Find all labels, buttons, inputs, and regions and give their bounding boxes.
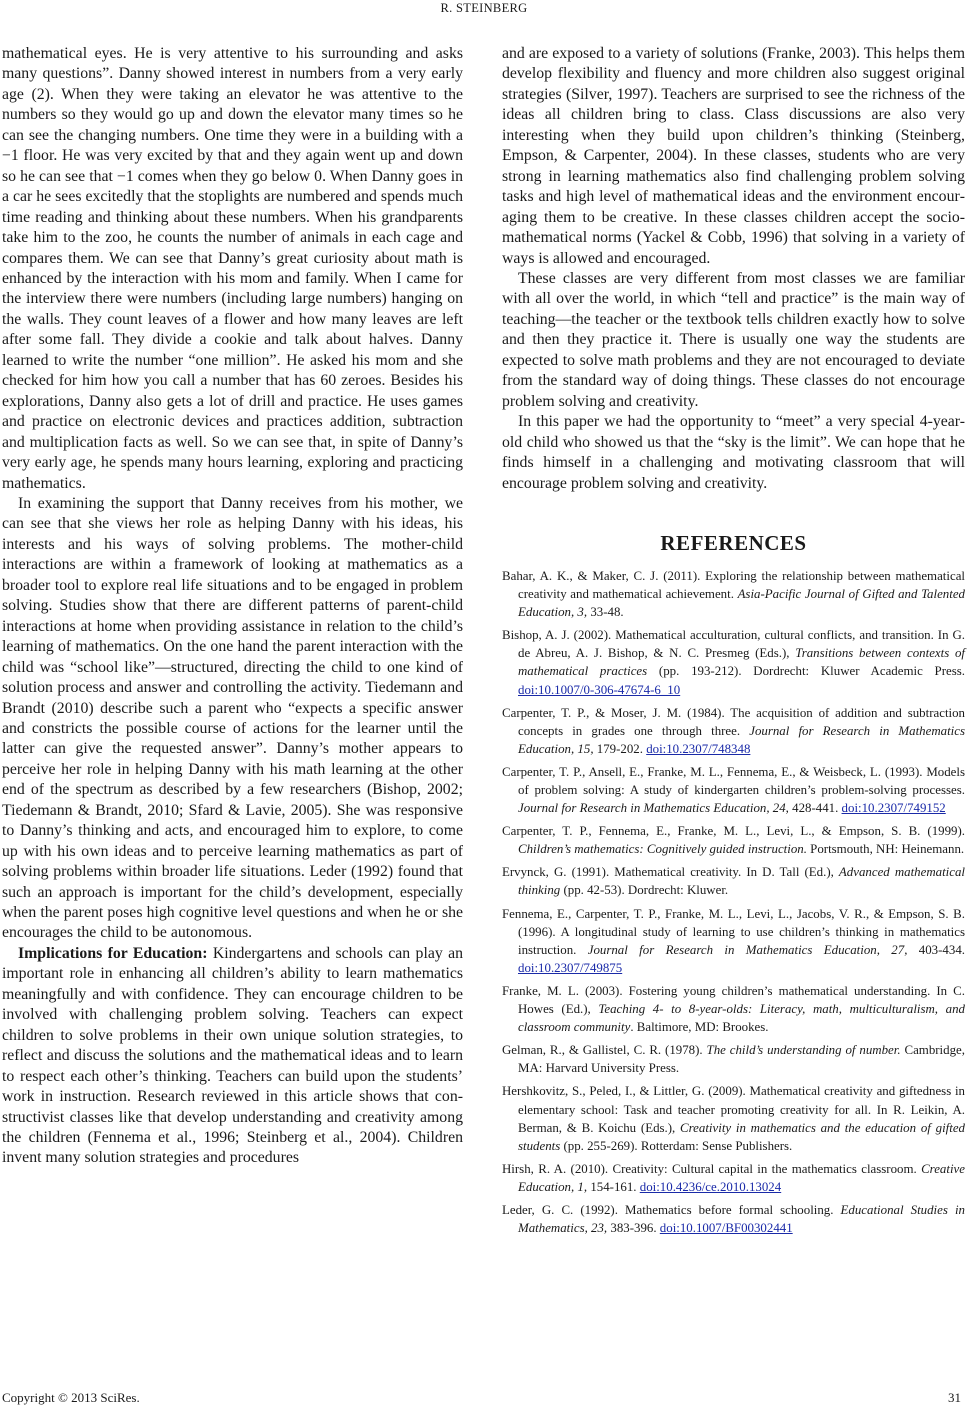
reference-text: Ervynck, G. (1991). Mathematical creativity. In D. Tall (Ed.), bbox=[502, 865, 839, 880]
reference-text: Hershkovitz, S., Peled, I., & Littler, G. (2009). Mathematical creativity and giftedness in elementary school: Task and teacher promoting creativity for all. In R. Leikin, A. Berman, & B. Koichu (Eds.), bbox=[502, 1084, 965, 1135]
reference-text: Leder, G. C. (1992). Mathematics before formal schooling. bbox=[502, 1202, 841, 1217]
reference-entry bbox=[502, 626, 965, 698]
reference-entry bbox=[502, 905, 965, 977]
reference-text: 179-202. bbox=[593, 741, 647, 756]
reference-text: Bishop, A. J. (2002). Mathematical acculturation, cultural conflicts, and transition. In G. de Abreu, A. J. Bishop, & N. C. Presmeg (Eds.), bbox=[502, 628, 965, 661]
reference-text: Carpenter, T. P., Fennema, E., Franke, M. L., Levi, L., & Empson, S. B. (1999). bbox=[502, 824, 965, 839]
implications-text: Kindergartens and schools can play an important role in enhancing all children’s ability to learn mathematics meaningfully and with confidence. They can encourage children to be involved with challenging problem solving. Teachers can expect children to solve problems in their own unique solution strategies, to reflect and discuss the solutions and the mathematical ideas and to learn to respect each other’s thinking. Teachers can build upon the students’ work in instruction. Research reviewed in this article shows that constructivist classes like that develop understanding and creativity among the children (Fennema et al., 1996; Steinberg et al., 2004). Children invent many solution strategies and procedures bbox=[2, 944, 464, 1167]
reference-venue: Advanced mathematical thinking bbox=[518, 865, 965, 898]
reference-text: 33-48. bbox=[587, 605, 624, 620]
reference-entry bbox=[502, 863, 965, 899]
reference-text: Hirsh, R. A. (2010). Creativity: Cultural capital in the mathematics classroom. bbox=[502, 1161, 922, 1176]
body-paragraph: These classes are very different from most classes we are familiar with all over the world, in which “tell and practice” is the main way of teaching—the teacher or the textbook tells children exactly how to solve and then they practice it. There is usually one way the students are expected to solve math problems and they are not encouraged to deviate from the standard way of doing things. These classes do not encourage problem solving and creativity. bbox=[502, 269, 965, 410]
doi-link[interactable]: doi:10.4236/ce.2010.13024 bbox=[639, 1179, 782, 1194]
reference-entry bbox=[502, 1082, 965, 1154]
reference-text: 383-396. bbox=[607, 1221, 660, 1236]
doi-link[interactable]: doi:10.2307/749152 bbox=[841, 801, 946, 816]
references-heading: REFERENCES bbox=[660, 530, 807, 555]
reference-text: Portsmouth, NH: Heinemann. bbox=[806, 842, 965, 857]
reference-text: 428-441. bbox=[788, 801, 842, 816]
reference-entry bbox=[502, 704, 965, 758]
reference-entry bbox=[502, 1041, 965, 1077]
copyright-notice: Copyright © 2013 SciRes. bbox=[2, 1390, 140, 1405]
reference-venue: Journal for Research in Mathematics Education, 15, bbox=[518, 723, 965, 756]
reference-text: . Baltimore, MD: Brookes. bbox=[630, 1020, 769, 1035]
reference-entry bbox=[502, 567, 965, 621]
reference-text: (pp. 193-212). Dordrecht: Kluwer Academic Press. bbox=[647, 664, 965, 679]
reference-text: Fennema, E., Carpenter, T. P., Franke, M. L., Levi, L., Jacobs, V. R., & Empson, S. B. (1996). A longitudinal study of learning to use children’s thinking in mathematics instruction. bbox=[502, 906, 965, 957]
reference-entry bbox=[502, 1160, 965, 1196]
reference-venue: Creative Education, 1, bbox=[518, 1161, 965, 1194]
reference-text: 154-161. bbox=[587, 1179, 640, 1194]
reference-text: Bahar, A. K., & Maker, C. J. (2011). Exploring the relationship between mathematical creativity and mathematical achievement. bbox=[502, 568, 965, 602]
reference-text: (pp. 255-269). Rotterdam: Sense Publishers. bbox=[560, 1138, 793, 1153]
reference-venue: Educational Studies in Mathematics, 23, bbox=[518, 1202, 965, 1236]
reference-entry bbox=[502, 763, 965, 817]
reference-text: (pp. 42-53). Dordrecht: Kluwer. bbox=[560, 883, 729, 898]
reference-venue: Asia-Pacific Journal of Gifted and Talented Education, 3, bbox=[518, 587, 965, 620]
reference-venue: Creativity in mathematics and the education of gifted students bbox=[518, 1120, 965, 1153]
running-head: R. STEINBERG bbox=[440, 1, 528, 15]
doi-link[interactable]: doi:10.1007/BF00302441 bbox=[659, 1221, 793, 1236]
references-list bbox=[502, 567, 965, 1237]
doi-link[interactable]: doi:10.1007/0-306-47674-6_10 bbox=[518, 682, 681, 697]
reference-venue: Transitions between contexts of mathematical practices bbox=[518, 646, 965, 679]
reference-entry bbox=[502, 822, 965, 858]
doi-link[interactable]: doi:10.2307/748348 bbox=[646, 741, 751, 756]
reference-entry bbox=[502, 1201, 965, 1237]
reference-venue: Children’s mathematics: Cognitively guided instruction. bbox=[518, 842, 807, 857]
reference-venue: Teaching 4- to 8-year-olds: Literacy, math, multiculturalism, and classroom community bbox=[518, 1002, 965, 1035]
reference-venue: Journal for Research in Mathematics Education, 27, bbox=[587, 942, 908, 957]
reference-entry bbox=[502, 982, 965, 1036]
left-column bbox=[2, 44, 463, 1169]
reference-text: Franke, M. L. (2003). Fostering young children’s mathematical understanding. In C. Howes (Ed.), bbox=[502, 983, 965, 1017]
body-paragraph: mathematical eyes. He is very attentive to his surrounding and asks many questions”. Danny showed interest in numbers from a very early age (2). When they were taking an elevator he was attentive to the numbers so they would go up and down the elevator many times so he can see the changing numbers. One time they were in a building with a −1 floor. He was very excited by that and they again went up and down so he can see that −1 comes when they go below 0. When Danny goes in a car he sees excitedly that the stoplights are numbered and spends much time reading and thinking about these numbers. When his grandparents take him to the zoo, he counts the number of animals in each cage and compares them. We can see that Danny’s great curiosity about math is enhanced by the interaction with his mom and family. When I came for the interview there were numbers (including large numbers) hanging on the walls. They count leaves of a flower and how many leaves are left after some fall. They divide a cookie and talk about halves. Danny learned to write the number “one million”. He asked his mom and she checked for him how you call a number that has 60 zeroes. Besides his explorations, Danny also gets a lot of drill and practice. He uses games and practice on electronic devices and practices addition, subtraction and multiplication facts as well. So we can see that, in spite of Danny’s very early age, he spends many hours learning, exploring and practicing mathematics. bbox=[2, 45, 463, 492]
page-number: 31 bbox=[948, 1390, 961, 1405]
body-paragraph: In this paper we had the opportunity to “meet” a very special 4-year-old child who showed us that the “sky is the limit”. We can hope that he finds himself in a challenging and motivating classroom that will encourage problem solving and creativity. bbox=[502, 413, 965, 492]
reference-text: Gelman, R., & Gallistel, C. R. (1978). bbox=[502, 1043, 707, 1058]
right-column bbox=[502, 44, 965, 1242]
reference-text: Carpenter, T. P., & Moser, J. M. (1984). The acquisition of addition and subtraction concepts in grades one through three. bbox=[502, 705, 965, 738]
reference-text: Carpenter, T. P., Ansell, E., Franke, M. L., Fennema, E., & Weisbeck, L. (1993). Models of problem solving: A study of kindergarten children’s problem-solving processes. bbox=[502, 764, 965, 797]
body-paragraph: In examining the support that Danny receives from his mother, we can see that she views her role as helping Danny with his ideas, his interests and his ways of solving problems. The mother-child interactions are within a framework of looking at mathematics as a broader tool to explore real life situations and to be engaged in problem solving. Studies show that there are different patterns of parent-child interactions at home when providing assistance in relation to the child’s learning of mathematics. On the one hand the parent interaction with the child was “school like”—structured, directing the child to one kind of solution process and answer and controlling the activity. Tiedemann and Brandt (2010) describe such a parent who “expects a specific answer and constricts the possible course of actions for the learner until the latter can give the requested answer”. Danny’s mother appears to perceive her role in helping Danny with his math learning at the other end of the spectrum as described by a few researchers (Bishop, 2002; Tiedemann & Brandt, 2010; Sfard & Lavie, 2005). She was responsive to Danny’s thinking and acts, and encouraged him to explore, to come up with his own ideas and to perceive learning mathematics as part of solving problems within broader life situations. Leder (1992) found that such an approach is important for the child’s development, especially when the parent poses high cognitive level questions and when he or she encourages the child to be autonomous. bbox=[2, 494, 463, 942]
body-paragraph: and are exposed to a variety of solutions (Franke, 2003). This helps them develop flexibility and fluency and more children also suggest original strategies (Silver, 1997). Teachers are surprised to see the richness of the ideas all children bring to class. Class discussions are also very interesting when they build upon children’s thinking (Steinberg, Empson, & Carpenter, 2004). In these classes, students who are very strong in learning mathematics also find challenging problem solving tasks and high level of mathematical ideas and the environment encouraging them to be creative. In these classes children accept the socio-mathematical norms (Yackel & Cobb, 1996) that solving in a variety of ways is allowed and encouraged. bbox=[502, 45, 965, 267]
reference-text: Cambridge, MA: Harvard University Press. bbox=[518, 1043, 965, 1076]
doi-link[interactable]: doi:10.2307/749875 bbox=[518, 960, 623, 975]
implications-lead: Implications for Education: bbox=[18, 944, 208, 962]
reference-venue: Journal for Research in Mathematics Education, 24, bbox=[518, 801, 789, 816]
implications-paragraph bbox=[2, 944, 463, 1169]
reference-text: 403-434. bbox=[907, 942, 965, 957]
reference-venue: The child’s understanding of number. bbox=[706, 1043, 901, 1058]
